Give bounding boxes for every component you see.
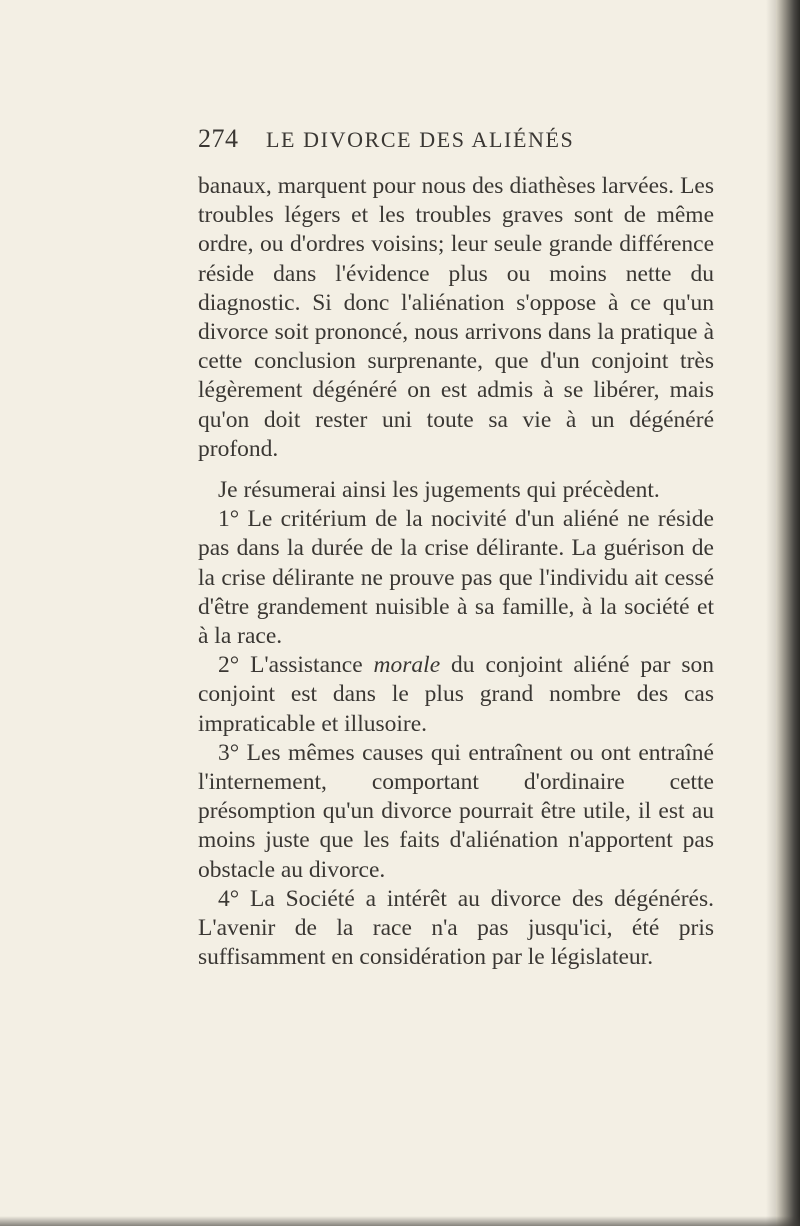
point-2-start: 2° L'assistance [218,652,374,679]
body-text [198,172,714,972]
paragraph-point-3: 3° Les mêmes causes qui entraînent ou ont entraîné l'internement, comportant d'ordinaire cette présomption qu'un divorce pourrait être utile, il est au moins juste que les faits d'aliénation n'apportent pas obstacle au divorce. [198,739,714,883]
paragraph-summary-intro: Je résumerai ainsi les jugements qui précèdent. [218,477,660,504]
paragraph-point-4: 4° La Société a intérêt au divorce des dégénérés. L'avenir de la race n'a pas jusqu'ici, été pris suffisamment en considération par le législateur. [198,885,714,971]
running-title: LE DIVORCE DES ALIÉNÉS [266,127,575,152]
paragraph-continuation: banaux, marquent pour nous des diathèses larvées. Les troubles légers et les troubles graves sont de même ordre, ou d'ordres voisins; leur seule grande différence réside dans l'évidence plus ou moins nette du diagnostic. Si donc l'aliénation s'oppose à ce qu'un divorce soit prononcé, nous arrivons dans la pratique à cette conclusion surprenante, que d'un conjoint très légèrement dégénéré on est admis à se libérer, mais qu'on doit rester uni toute sa vie à un dégénéré profond. [198,173,714,462]
page-header [198,124,698,164]
page-bottom-shadow [0,1216,800,1226]
paragraph-point-1: 1° Le critérium de la nocivité d'un aliéné ne réside pas dans la durée de la crise délirante. La guérison de la crise délirante ne prouve pas que l'individu ait cessé d'être grandement nuisible à sa famille, à la société et à la race. [198,506,714,650]
paragraph-point-2 [198,651,714,739]
point-2-emphasis: morale [373,652,441,679]
page-number: 274 [198,124,239,153]
point-2-end: du conjoint aliéné par son conjoint est dans le plus grand nombre des cas impraticable et illusoire. [198,652,714,737]
page-shadow [766,0,776,1226]
book-spine-edge [776,0,800,1226]
